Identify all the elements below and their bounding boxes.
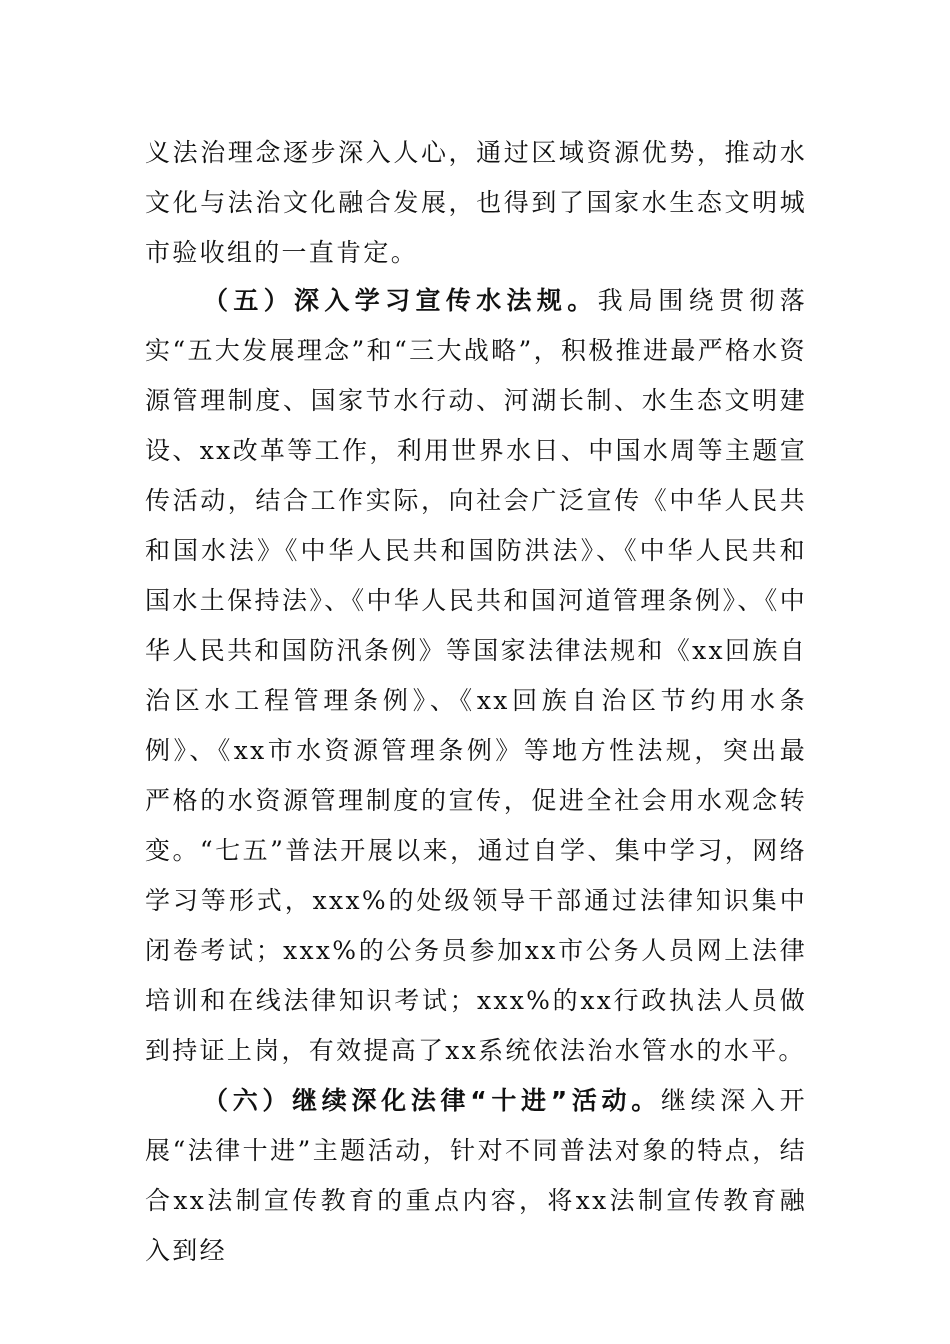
section-five [145, 276, 807, 1076]
continuation-block [145, 128, 807, 278]
section-five-body: 我局围绕贯彻落实“五大发展理念”和“三大战略”，积极推进最严格水资源管理制度、国家节水行动、河湖长制、水生态文明建设、xx改革等工作，利用世界水日、中国水周等主题宣传活动，结合工作实际，向社会广泛宣传《中华人民共和国水法》《中华人民共和国防洪法》、《中华人民共和国水土保持法》、《中华人民共和国河道管理条例》、《中华人民共和国防汛条例》等国家法律法规和《xx回族自治区水工程管理条例》、《xx回族自治区节约用水条例》、《xx市水资源管理条例》等地方性法规，突出最严格的水资源管理制度的宣传，促进全社会用水观念转变。“七五”普法开展以来，通过自学、集中学习，网络学习等形式，xxx%的处级领导干部通过法律知识集中闭卷考试；xxx%的公务员参加xx市公务人员网上法律培训和在线法律知识考试；xxx%的xx行政执法人员做到持证上岗，有效提高了xx系统依法治水管水的水平。 [145, 286, 807, 1065]
section-six-paragraph [145, 1076, 807, 1276]
section-five-paragraph [145, 276, 807, 1076]
section-five-heading: （五）深入学习宣传水法规。 [203, 286, 598, 315]
section-six [145, 1076, 807, 1276]
section-six-body: 继续深入开展“法律十进”主题活动，针对不同普法对象的特点，结合xx法制宣传教育的重点内容，将xx法制宣传教育融入到经 [145, 1086, 807, 1265]
continuation-paragraph: 义法治理念逐步深入人心，通过区域资源优势，推动水文化与法治文化融合发展，也得到了国家水生态文明城市验收组的一直肯定。 [145, 138, 807, 267]
section-six-heading: （六）继续深化法律“十进”活动。 [203, 1086, 661, 1115]
